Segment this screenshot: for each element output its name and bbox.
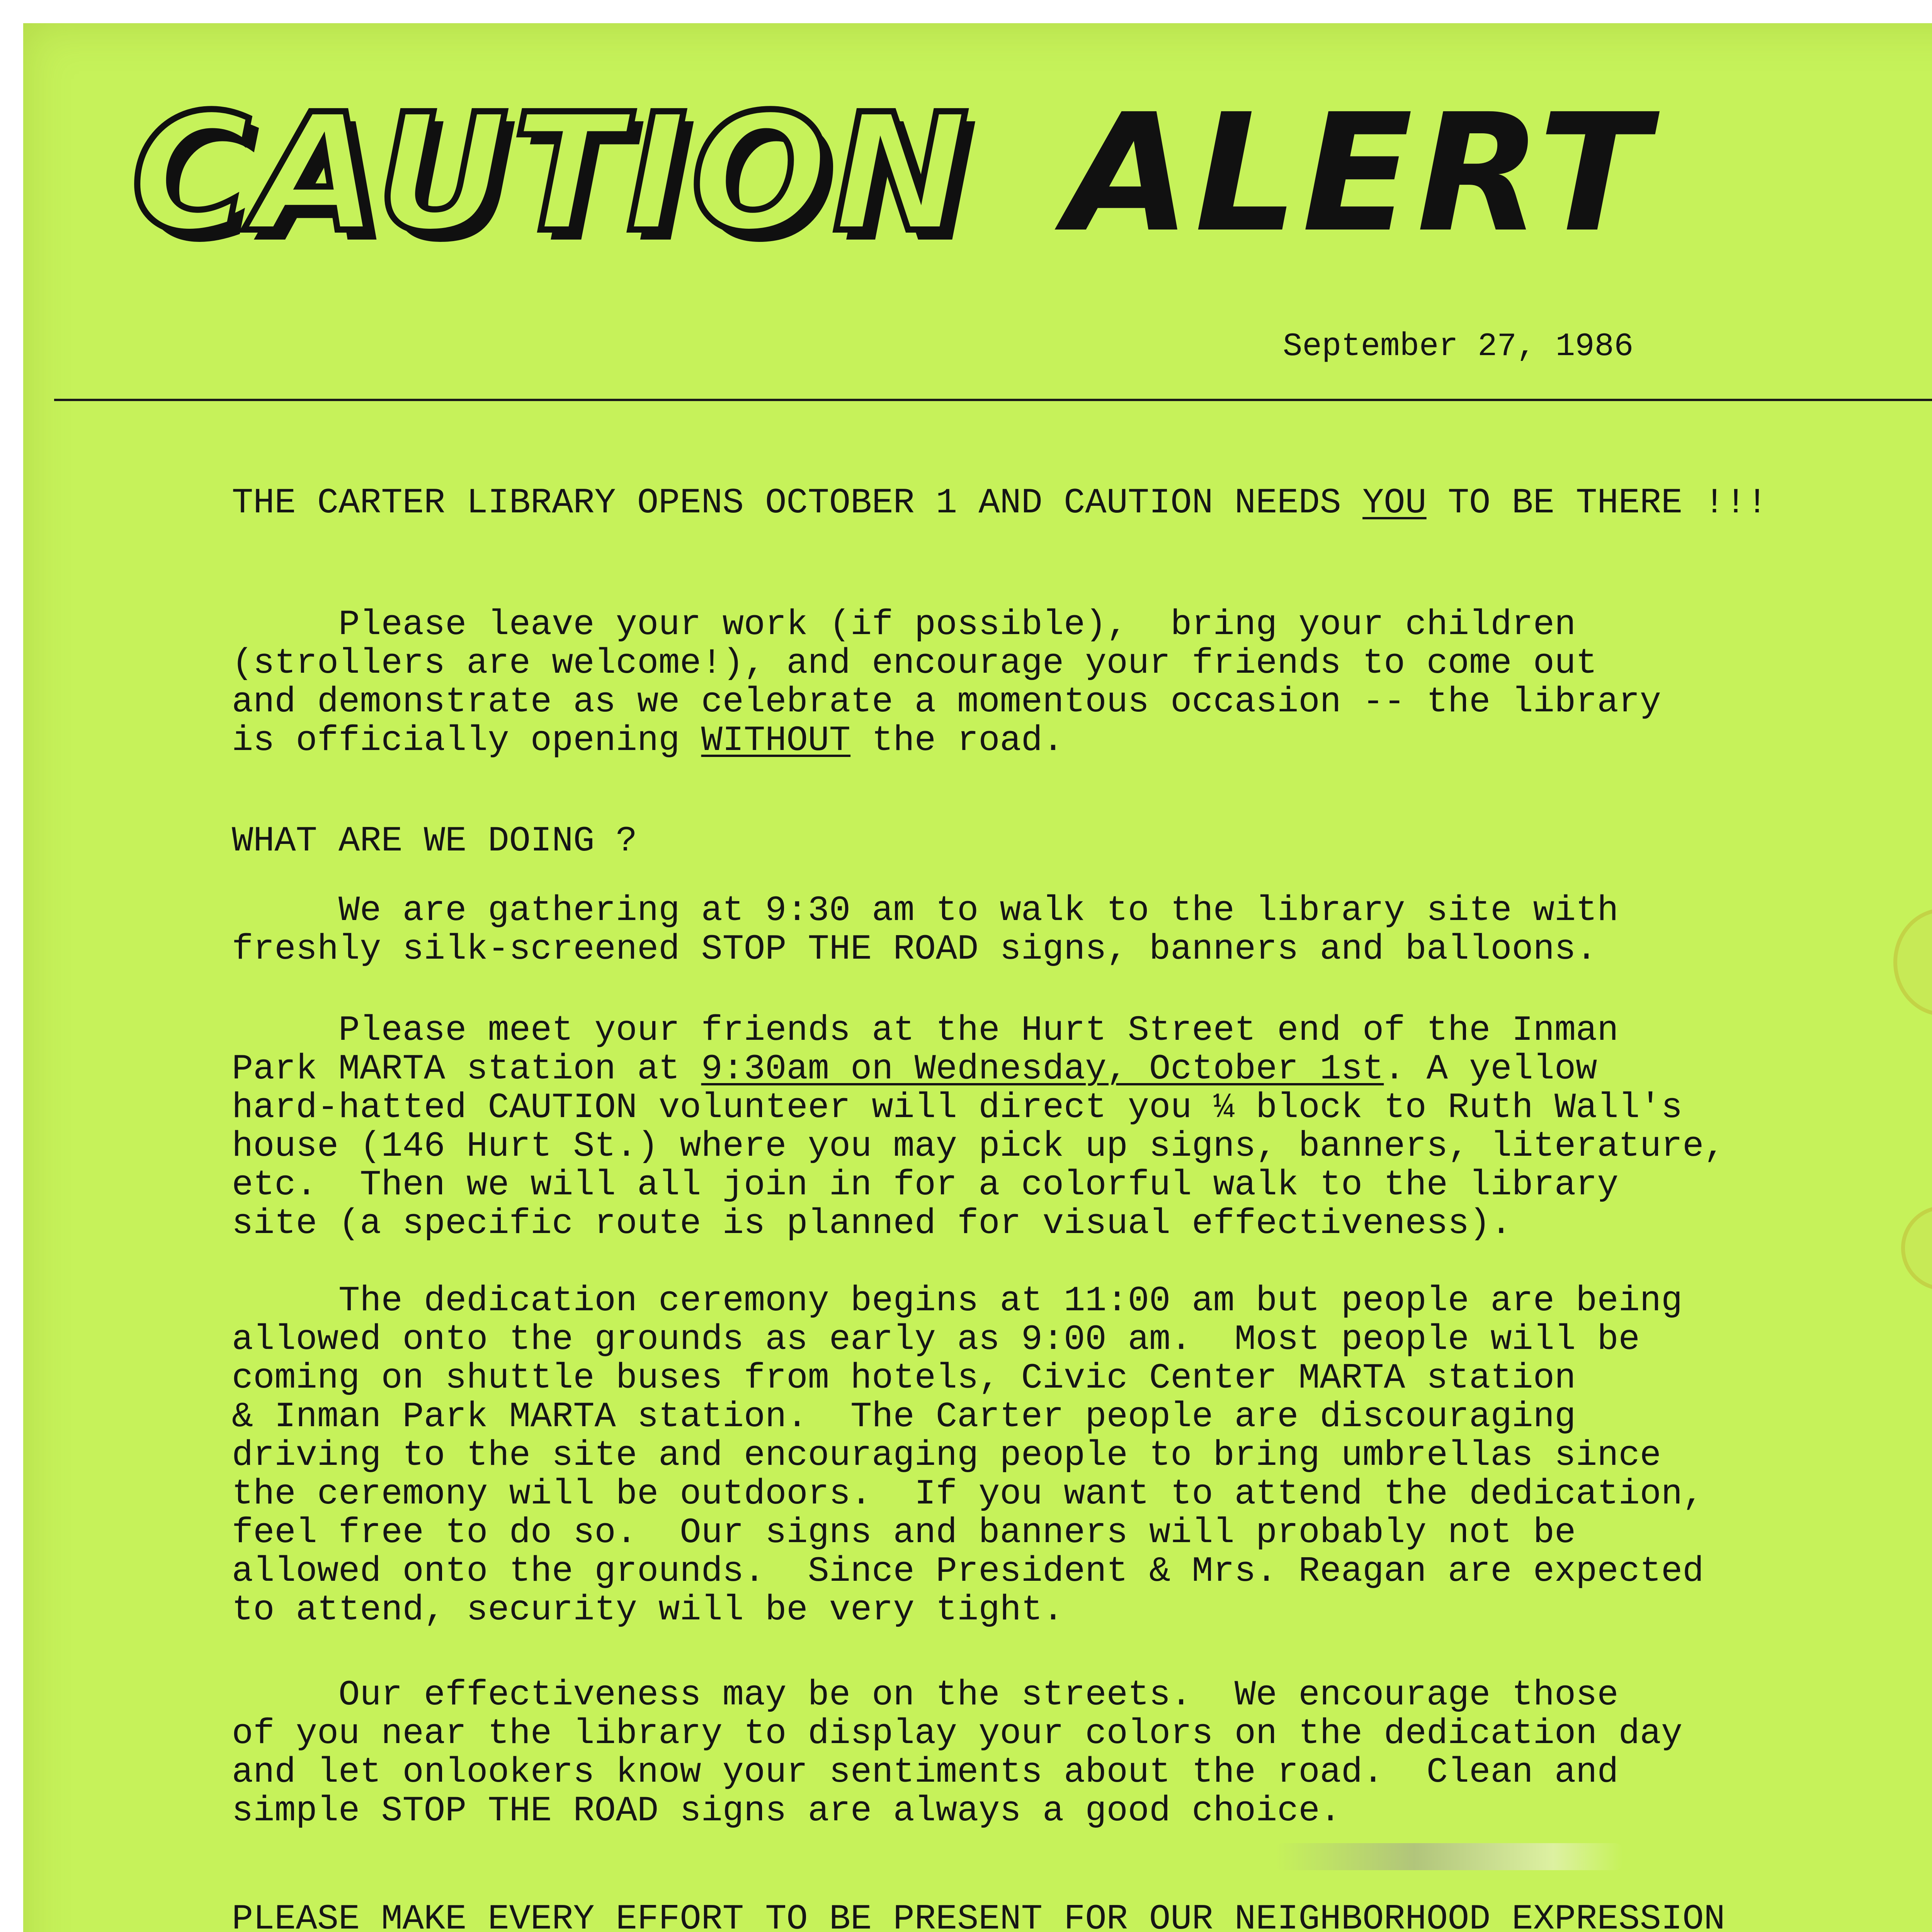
flyer-page [23, 23, 1932, 1932]
paragraph-line: allowed onto the grounds. Since President & Mrs. Reagan are expected [232, 1551, 1704, 1592]
faded-stamp-mark [1275, 1843, 1623, 1870]
paragraph-line: allowed onto the grounds as early as 9:00 am. Most people will be [232, 1319, 1640, 1360]
paragraph-line: site (a specific route is planned for visual effectiveness). [232, 1203, 1512, 1244]
issue-date: September 27, 1986 [1283, 328, 1634, 365]
headline-emphasis: YOU [1362, 483, 1427, 523]
closing-appeal [232, 1900, 1725, 1932]
paragraph-line: hard-hatted CAUTION volunteer will direct you ¼ block to Ruth Wall's [232, 1087, 1683, 1128]
paragraph-line: Our effectiveness may be on the streets. We encourage those [232, 1675, 1619, 1715]
paragraph-streets [232, 1676, 1682, 1830]
paragraph-line: coming on shuttle buses from hotels, Civic Center MARTA station [232, 1358, 1576, 1398]
paragraph-line: is officially opening [232, 720, 701, 761]
section-heading-what-are-we-doing: WHAT ARE WE DOING ? [232, 821, 637, 861]
paragraph-line: house (146 Hurt St.) where you may pick up signs, banners, literature, [232, 1126, 1725, 1167]
paragraph-line: PLEASE MAKE EVERY EFFORT TO BE PRESENT FOR OUR NEIGHBORHOOD EXPRESSION [232, 1899, 1725, 1932]
paragraph-line: driving to the site and encouraging people to bring umbrellas since [232, 1435, 1662, 1476]
paragraph-line: the ceremony will be outdoors. If you want to attend the dedication, [232, 1474, 1704, 1514]
paragraph-line-end: the road. [850, 720, 1064, 761]
paragraph-line: & Inman Park MARTA station. The Carter people are discouraging [232, 1396, 1576, 1437]
without-emphasis: WITHOUT [701, 720, 851, 761]
header-divider [54, 399, 1932, 401]
masthead-caution: CAUTION [131, 79, 973, 268]
paragraph-line: and let onlookers know your sentiments about the road. Clean and [232, 1752, 1619, 1793]
masthead-alert: ALERT [1065, 79, 1653, 268]
paragraph-line: to attend, security will be very tight. [232, 1590, 1064, 1630]
paragraph-line-end: . A yellow [1384, 1049, 1597, 1089]
paragraph-line: Please meet your friends at the Hurt Street end of the Inman [232, 1010, 1619, 1051]
paragraph-line: and demonstrate as we celebrate a momentous occasion -- the library [232, 682, 1662, 722]
paragraph-meeting-point [232, 1011, 1725, 1243]
paragraph-line: Please leave your work (if possible), bring your children [232, 604, 1576, 645]
paragraph-line: of you near the library to display your colors on the dedication day [232, 1713, 1683, 1754]
paragraph-line: The dedication ceremony begins at 11:00 am but people are being [232, 1281, 1683, 1321]
headline-text-after: TO BE THERE !!! [1426, 483, 1768, 523]
headline-text-before: THE CARTER LIBRARY OPENS OCTOBER 1 AND CAUTION NEEDS [232, 483, 1363, 523]
paragraph-line: feel free to do so. Our signs and banners will probably not be [232, 1512, 1576, 1553]
meeting-time-emphasis: 9:30am on Wednesday, October 1st [701, 1049, 1384, 1089]
masthead [131, 79, 1754, 268]
paragraph-line: (strollers are welcome!), and encourage your friends to come out [232, 643, 1597, 684]
paragraph-line: simple STOP THE ROAD signs are always a good choice. [232, 1791, 1341, 1831]
paragraph-line: We are gathering at 9:30 am to walk to the library site with [232, 890, 1619, 931]
headline [232, 484, 1768, 522]
paragraph-line: etc. Then we will all join in for a colorful walk to the library [232, 1165, 1619, 1205]
paragraph-line: freshly silk-screened STOP THE ROAD signs, banners and balloons. [232, 929, 1597, 969]
paragraph-gathering [232, 891, 1619, 969]
paragraph-invitation [232, 605, 1661, 760]
paragraph-line: Park MARTA station at [232, 1049, 701, 1089]
paragraph-dedication [232, 1282, 1704, 1629]
